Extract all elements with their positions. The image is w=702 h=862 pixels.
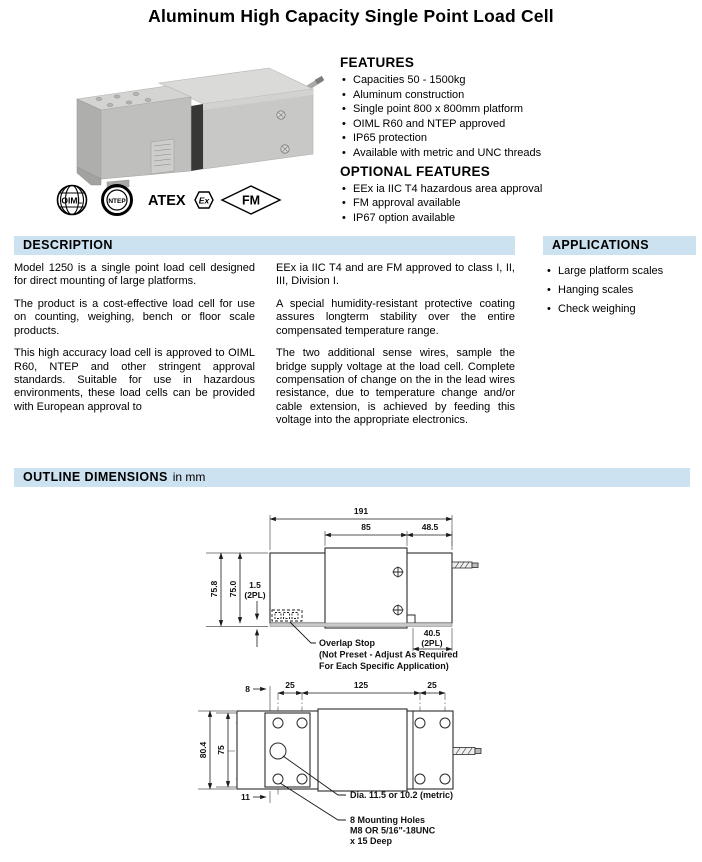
dim-40-5-note: (2PL) [421, 638, 443, 648]
ntep-logo-icon [103, 186, 132, 215]
optional-feature-item: • IP67 option available [340, 211, 700, 226]
feature-item: • OIML R60 and NTEP approved [340, 117, 700, 132]
description-heading-bar [14, 236, 515, 255]
application-item: • Hanging scales [545, 281, 695, 300]
application-item: • Check weighing [545, 300, 695, 319]
feature-item: • Available with metric and UNC threads [340, 146, 700, 161]
feature-item: • IP65 protection [340, 131, 700, 146]
description-column-2 [276, 262, 515, 437]
dim-1-5: 1.5 [249, 580, 261, 590]
mounting-callout-3: x 15 Deep [350, 836, 393, 846]
overlap-stop-callout-2: (Not Preset - Adjust As Required [319, 649, 458, 660]
dim-85: 85 [361, 522, 371, 532]
mounting-callout-1: 8 Mounting Holes [350, 815, 425, 825]
feature-item: • Single point 800 x 800mm platform [340, 102, 700, 117]
outline-dimensions-heading-bar [14, 468, 690, 487]
dim-75-0: 75.0 [228, 580, 238, 598]
feature-item: • Capacities 50 - 1500kg [340, 73, 700, 88]
fm-diamond-icon [222, 186, 280, 214]
features-section [340, 55, 700, 225]
description-paragraph: EEx ia IIC T4 and are FM approved to class I, II, III, Division I. [276, 262, 515, 288]
description-column-1 [14, 262, 255, 423]
application-item: • Large platform scales [545, 262, 695, 281]
applications-list [545, 262, 695, 319]
photo-gap [191, 104, 203, 171]
load-cell-photo-illustration [55, 52, 327, 188]
optional-feature-item: • EEx ia IIC T4 hazardous area approval [340, 182, 700, 197]
overlap-stop-callout-3: For Each Specific Application) [319, 661, 449, 671]
dim-40-5: 40.5 [423, 628, 441, 638]
oiml-logo-icon [58, 186, 87, 215]
ntep-label: NTEP [108, 198, 126, 205]
applications-heading-bar [543, 236, 696, 255]
outline-dimensions-heading: OUTLINE DIMENSIONS [23, 470, 168, 484]
top-cable [453, 748, 481, 755]
optional-features-heading: OPTIONAL FEATURES [340, 163, 491, 179]
hole-dia-callout: Dia. 11.5 or 10.2 (metric) [350, 790, 454, 800]
dim-75: 75 [216, 745, 226, 755]
dim-80-4: 80.4 [198, 741, 208, 759]
photo-left-block-front [101, 97, 191, 179]
approval-logos [52, 182, 292, 218]
mounting-callout-2: M8 OR 5/16"-18UNC [350, 825, 436, 836]
feature-item: • Aluminum construction [340, 88, 700, 103]
side-cable [452, 562, 478, 568]
top-left-plate [265, 713, 310, 787]
side-view-drawing [206, 506, 478, 671]
dim-11: 11 [241, 792, 250, 802]
dim-75-8: 75.8 [209, 580, 219, 598]
optional-feature-item: • FM approval available [340, 196, 700, 211]
atex-label: ATEX [148, 193, 186, 209]
dim-48-5: 48.5 [421, 522, 439, 532]
applications-section [545, 262, 695, 319]
side-foot-strip [270, 623, 452, 627]
dim-125: 125 [353, 680, 369, 690]
product-photo [55, 52, 327, 188]
outline-drawings [0, 498, 702, 860]
description-paragraph: The two additional sense wires, sample the bridge supply voltage at the load cell. Complete compensation of change on the in the lead wires resistance, due to temperature change and/or cable extension, is achieved by feeding this voltage into the appropriate electronics. [276, 347, 515, 426]
description-paragraph: This high accuracy load cell is approved to OIML R60, NTEP and other stringent approval standards. Suitable for use in hazardous environments, these load cells can be provided with European approval to [14, 347, 255, 413]
atex-ex-icon [148, 192, 213, 209]
dim-191: 191 [353, 506, 369, 516]
description-paragraph: A special humidity-resistant protective coating assures longterm stability over the entire compensated temperature range. [276, 298, 515, 337]
oiml-label: OIML [61, 195, 83, 206]
ex-label: Ex [198, 195, 210, 206]
description-heading: DESCRIPTION [23, 238, 113, 252]
features-list [340, 73, 700, 161]
features-heading: FEATURES [340, 55, 415, 70]
fm-label: FM [241, 193, 261, 208]
side-inner-block [325, 548, 407, 628]
applications-heading: APPLICATIONS [552, 238, 649, 252]
page-title: Aluminum High Capacity Single Point Load Cell [148, 6, 554, 26]
optional-features-list [340, 182, 700, 226]
description-paragraph: The product is a cost-effective load cell for use on counting, weighing, bench or floor scale products. [14, 298, 255, 337]
outline-dimensions-unit: in mm [172, 470, 206, 484]
dim-25-right: 25 [427, 680, 437, 690]
description-paragraph: Model 1250 is a single point load cell designed for direct mounting of large platforms. [14, 262, 255, 288]
dim-8: 8 [245, 684, 250, 694]
photo-spec-label [151, 139, 174, 174]
overlap-stop-callout-1: Overlap Stop [319, 638, 376, 648]
photo-left-block-side [77, 99, 101, 179]
dim-25-left: 25 [285, 680, 295, 690]
dim-1-5-note: (2PL) [244, 590, 266, 600]
top-mid-block [318, 709, 407, 791]
top-view-drawing [198, 680, 481, 846]
